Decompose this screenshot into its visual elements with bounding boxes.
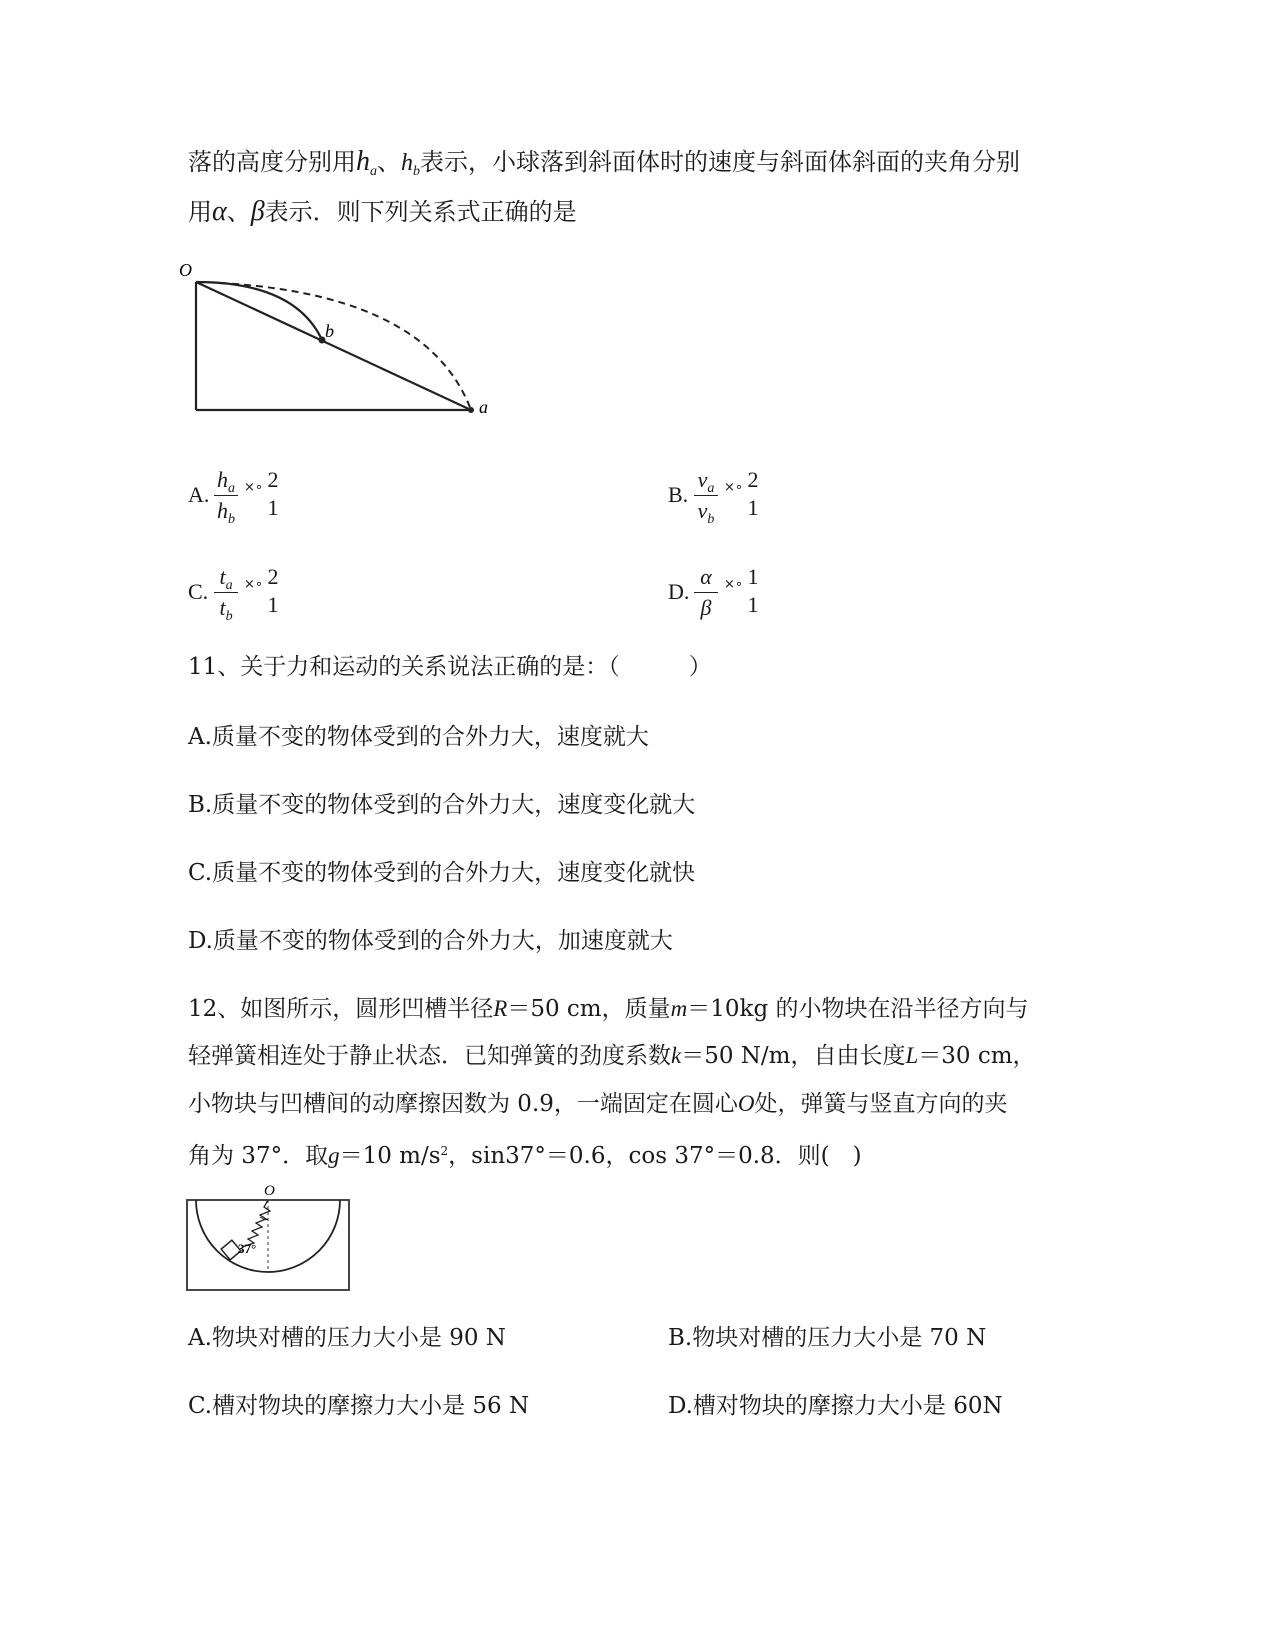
spring — [242, 1200, 270, 1247]
var-m: m — [670, 996, 688, 1021]
option-label: B. — [668, 482, 689, 507]
fraction: α β — [692, 563, 720, 622]
relation-glyph: ×∘ — [724, 480, 744, 495]
intro-line-2 — [188, 196, 577, 228]
var-r: R — [493, 996, 508, 1021]
option-label: A. — [188, 482, 210, 507]
q10-option-c[interactable] — [188, 563, 308, 623]
point-a — [468, 407, 474, 413]
q12-option-c[interactable]: C.槽对物块的摩擦力大小是 56 N — [188, 1393, 530, 1419]
q12-line-2: 轻弹簧相连处于静止状态．已知弹簧的劲度系数k＝50 N/m，自由长度L＝30 cm， — [188, 1043, 1036, 1069]
fraction: $v_a$ $v_b$ — [692, 466, 720, 525]
relation-glyph: ×∘ — [244, 577, 264, 592]
separator-2: 、 — [226, 198, 251, 226]
ratio: 2 1 — [267, 564, 279, 617]
q10-option-a[interactable] — [188, 466, 308, 526]
option-label: D. — [668, 579, 690, 604]
intro-text-2b: 表示．则下列关系式正确的是 — [264, 198, 577, 226]
q11-option-a[interactable]: A.质量不变的物体受到的合外力大，速度就大 — [188, 724, 649, 750]
fraction: $h_a$ $h_b$ — [212, 466, 240, 525]
ratio: 2 1 — [267, 467, 279, 520]
q11-option-b[interactable]: B.质量不变的物体受到的合外力大，速度变化就大 — [188, 792, 696, 818]
relation-glyph: ×∘ — [724, 577, 744, 592]
incline-slope — [196, 282, 471, 410]
intro-text-2a: 用 — [188, 198, 212, 226]
ratio: 1 1 — [747, 564, 759, 617]
q11-stem: 11、关于力和运动的关系说法正确的是：（ ） — [188, 654, 712, 680]
fraction: $t_a$ $t_b$ — [212, 563, 240, 622]
var-k: k — [671, 1043, 682, 1068]
q10-option-d[interactable] — [668, 563, 788, 623]
intro-text-1b: 表示，小球落到斜面体时的速度与斜面体斜面的夹角分别 — [420, 148, 1020, 176]
beta-symbol: β — [250, 196, 265, 227]
alpha-symbol: α — [212, 196, 227, 227]
var-g: g — [328, 1143, 340, 1168]
q10-option-b[interactable] — [668, 466, 788, 526]
intro-line-1 — [188, 146, 1020, 188]
label-o-2: O — [264, 1185, 275, 1199]
h-b-symbol: h — [401, 150, 413, 176]
relation-glyph: ×∘ — [244, 480, 264, 495]
q12-line-4: 角为 37°．取g＝10 $m/s^2$，sin37°＝0.6，cos 37°＝0.8．则( ) — [188, 1143, 862, 1169]
var-o: O — [737, 1091, 755, 1116]
angle-label: 37° — [238, 1241, 257, 1256]
q12-line-3: 小物块与凹槽间的动摩擦因数为 0.9，一端固定在圆心O处，弹簧与竖直方向的夹 — [188, 1091, 1008, 1117]
ratio: 2 1 — [747, 467, 759, 520]
q12-line-1: 12、如图所示，圆形凹槽半径R＝50 cm，质量m＝10kg 的小物块在沿半径方向与 — [188, 996, 1029, 1022]
q12-option-d[interactable]: D.槽对物块的摩擦力大小是 60N — [668, 1393, 1003, 1419]
h-a-subscript: a — [370, 164, 377, 179]
intro-text-1a: 落的高度分别用 — [188, 148, 356, 176]
groove-figure — [180, 1185, 360, 1305]
label-b: b — [325, 321, 334, 341]
h-a-symbol: h — [356, 146, 370, 177]
label-a: a — [479, 397, 488, 417]
q12-option-a[interactable]: A.物块对槽的压力大小是 90 N — [188, 1325, 506, 1351]
h-b-subscript: b — [413, 164, 420, 179]
incline-figure — [175, 258, 515, 433]
label-o: O — [179, 260, 192, 280]
separator: 、 — [377, 148, 401, 176]
q12-option-b[interactable]: B.物块对槽的压力大小是 70 N — [668, 1325, 987, 1351]
var-l: L — [905, 1043, 919, 1068]
q11-option-c[interactable]: C.质量不变的物体受到的合外力大，速度变化就快 — [188, 860, 696, 886]
option-label: C. — [188, 579, 209, 604]
q11-option-d[interactable]: D.质量不变的物体受到的合外力大，加速度就大 — [188, 928, 673, 954]
